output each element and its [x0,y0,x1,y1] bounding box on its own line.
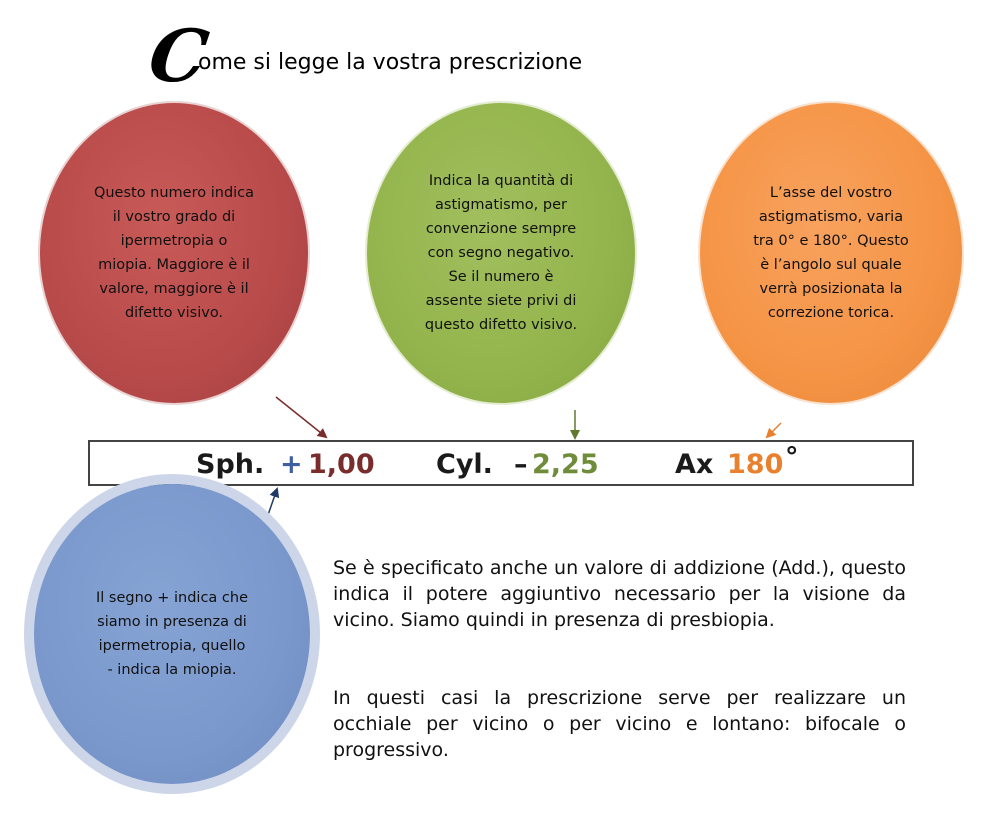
circle-line: verrà posizionata la [759,281,903,297]
circle-line: convenzione sempre [425,221,577,237]
circle-line: ipermetropia, quello [98,638,246,654]
cyl-value: 2,25 [532,449,599,480]
page-title [144,13,750,98]
sph-value: 1,00 [308,449,375,480]
circle-line: difetto visivo. [124,305,224,321]
cyl-sign: – [514,449,528,480]
circle-line: miopia. Maggiore è il [98,257,250,273]
circle-line: - indica la miopia. [107,662,237,678]
sphere-arrow [276,397,326,437]
sign-explanation-circle [34,484,310,784]
title-text: ome si legge la vostra prescrizione [198,50,583,75]
axis-arrow [767,423,781,437]
circle-line: siamo in presenza di [97,614,247,630]
circle-line: Indica la quantità di [428,173,574,189]
circle-line: Il segno + indica che [95,590,249,606]
circle-line: tra 0° e 180°. Questo [753,233,909,249]
circle-line: con segno negativo. [427,245,575,261]
title-initial: C [144,13,214,98]
ax-label: Ax [675,449,714,480]
circle-line: ipermetropia o [120,233,228,249]
ax-value: 180 [727,449,784,480]
axis-explanation-circle [700,103,962,403]
cylinder-explanation-circle [367,103,635,403]
circle-line: assente siete privi di [425,293,577,309]
circle-line: Se il numero è [448,269,554,285]
circle-line: Questo numero indica [93,185,255,201]
addition-paragraph: Se è specificato anche un valore di addizione (Add.), questo indica il potere aggiuntivo necessario per la visione da vicino. Siamo quindi in presenza di presbiopia. [333,557,906,631]
circle-line: questo difetto visivo. [424,317,578,333]
circle-line: correzione torica. [767,305,895,321]
ax-unit: ° [785,442,799,473]
usage-paragraph: In questi casi la prescrizione serve per realizzare un occhiale per vicino o per vicino e lontano: bifocale o progressivo. [333,687,906,761]
sphere-explanation-circle [40,103,308,403]
circle-line: il vostro grado di [112,209,236,225]
circle-line: astigmatismo, varia [758,209,904,225]
circle-line: è l’angolo sul quale [760,257,902,273]
circle-line: L’asse del vostro [769,185,893,201]
sign-arrow [268,489,277,515]
circle-line: astigmatismo, per [435,197,567,213]
cyl-label: Cyl. [436,449,493,480]
circle-line: valore, maggiore è il [99,281,249,297]
sph-sign: + [280,449,303,480]
sph-label: Sph. [196,449,265,480]
